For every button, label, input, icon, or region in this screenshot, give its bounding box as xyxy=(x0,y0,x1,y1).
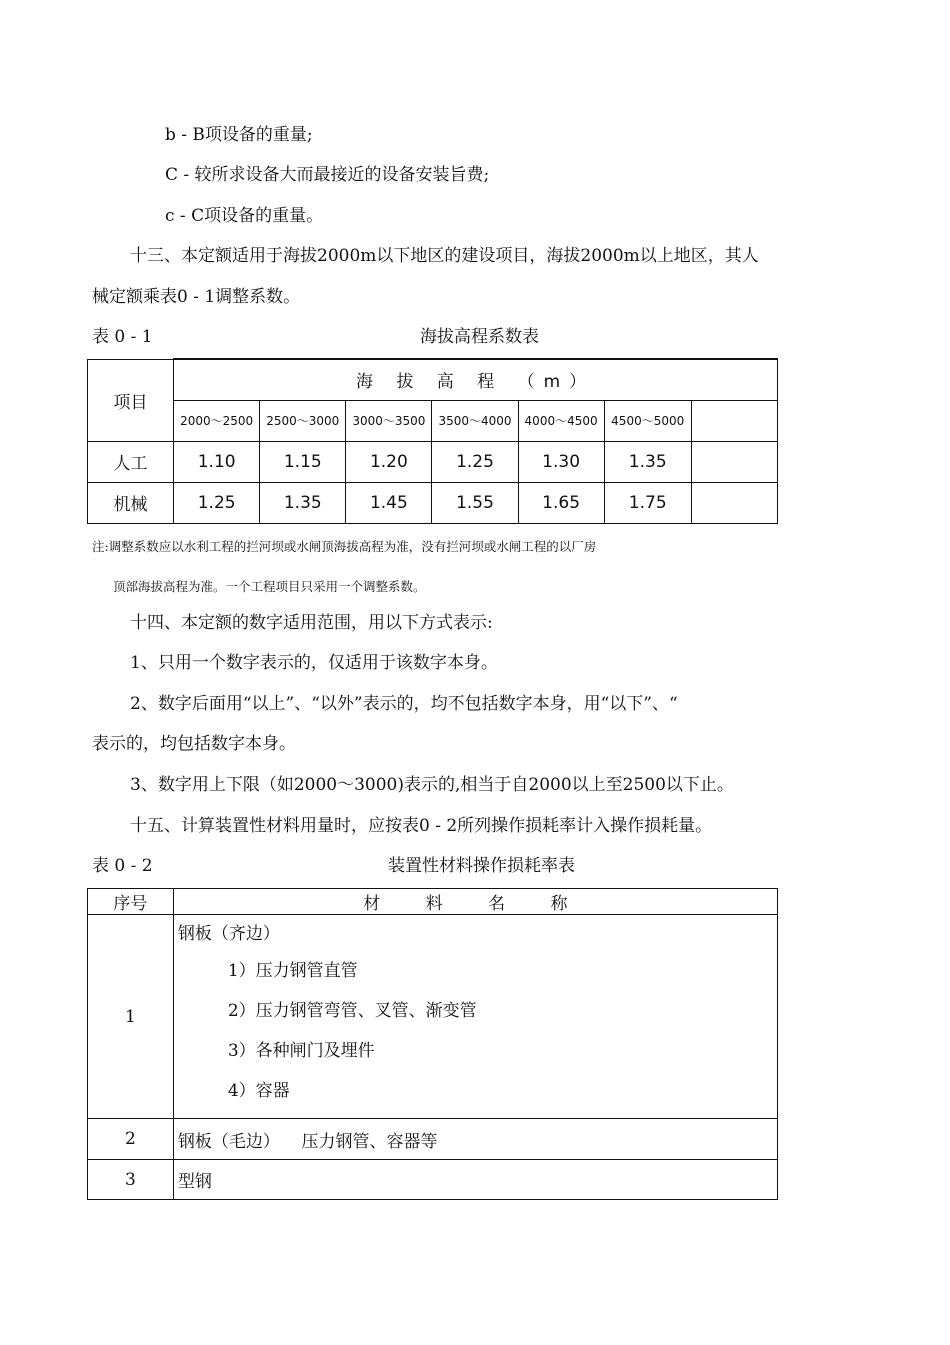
value-cell: 1.45 xyxy=(346,482,432,523)
material-cell xyxy=(173,915,777,1119)
paragraph-14-2: 2、数字后面用“以上”、“以外”表示的，均不包括数字本身，用“以下”、“ xyxy=(130,694,678,714)
table-row xyxy=(88,1160,778,1200)
material-subitem: 1）压力钢管直管 xyxy=(227,961,358,981)
altitude-coefficient-table xyxy=(87,358,778,524)
row-label-labor: 人工 xyxy=(88,441,174,482)
range-cell: 4500～5000 xyxy=(604,400,691,441)
material-subitem: 4）容器 xyxy=(227,1081,290,1101)
row-header-item: 项目 xyxy=(88,359,174,441)
value-cell: 1.20 xyxy=(346,441,432,482)
paragraph-b: b - B项设备的重量; xyxy=(165,125,313,145)
paragraph-14-2-cont: 表示的，均包括数字本身。 xyxy=(92,734,296,754)
col-header-number: 序号 xyxy=(88,889,174,915)
value-cell: 1.55 xyxy=(432,482,518,523)
material-title: 钢板（毛边） 压力钢管、容器等 xyxy=(173,1119,777,1160)
paragraph-14: 十四、本定额的数字适用范围，用以下方式表示: xyxy=(130,613,493,633)
col-header-material-name: 材 料 名 称 xyxy=(173,889,777,915)
row-number: 3 xyxy=(88,1160,174,1200)
table1-note-line2: 顶部海拔高程为准。一个工程项目只采用一个调整系数。 xyxy=(113,579,426,594)
material-loss-rate-table xyxy=(87,888,778,1200)
paragraph-15: 十五、计算装置性材料用量时，应按表0 - 2所列操作损耗率计入操作损耗量。 xyxy=(130,816,713,836)
value-cell-empty xyxy=(691,441,777,482)
value-cell: 1.25 xyxy=(432,441,518,482)
paragraph-14-3: 3、数字用上下限（如2000～3000)表示的,相当于自2000以上至2500以下止。 xyxy=(130,775,734,795)
table2-title: 装置性材料操作损耗率表 xyxy=(388,856,575,876)
altitude-group-header: 海 拔 高 程 （m） xyxy=(174,359,778,400)
paragraph-13-cont: 械定额乘表0 - 1调整系数。 xyxy=(92,287,301,307)
range-cell: 2000～2500 xyxy=(174,400,260,441)
table-row xyxy=(88,915,778,1119)
row-number: 2 xyxy=(88,1119,174,1160)
paragraph-C: C - 较所求设备大而最接近的设备安装旨费; xyxy=(165,165,490,185)
value-cell: 1.30 xyxy=(518,441,604,482)
table-row xyxy=(88,441,778,482)
paragraph-13: 十三、本定额适用于海拔2000m以下地区的建设项目，海拔2000m以上地区，其人 xyxy=(130,246,759,266)
value-cell: 1.35 xyxy=(260,482,346,523)
material-subitem: 3）各种闸门及埋件 xyxy=(227,1041,375,1061)
table2-label: 表 0 - 2 xyxy=(92,856,153,876)
value-cell: 1.75 xyxy=(604,482,691,523)
material-subitem: 2）压力钢管弯管、叉管、渐变管 xyxy=(227,1001,477,1021)
range-cell: 3000～3500 xyxy=(346,400,432,441)
value-cell: 1.25 xyxy=(174,482,260,523)
range-cell: 3500～4000 xyxy=(432,400,518,441)
value-cell: 1.10 xyxy=(174,441,260,482)
row-number: 1 xyxy=(88,915,174,1119)
range-cell-empty xyxy=(691,400,777,441)
table1-title: 海拔高程系数表 xyxy=(420,327,539,347)
material-title: 型钢 xyxy=(173,1160,777,1200)
material-title: 钢板（齐边） xyxy=(177,924,280,944)
range-cell: 4000～4500 xyxy=(518,400,604,441)
value-cell: 1.65 xyxy=(518,482,604,523)
value-cell: 1.35 xyxy=(604,441,691,482)
table-row xyxy=(88,482,778,523)
table1-note-line1: 注:调整系数应以水利工程的拦河坝或水闸顶海拔高程为准，没有拦河坝或水闸工程的以厂房 xyxy=(92,539,597,554)
paragraph-c: c - C项设备的重量。 xyxy=(165,206,324,226)
row-label-machinery: 机械 xyxy=(88,482,174,523)
range-cell: 2500～3000 xyxy=(260,400,346,441)
paragraph-14-1: 1、只用一个数字表示的，仅适用于该数字本身。 xyxy=(130,653,498,673)
table-row xyxy=(88,1119,778,1160)
table1-label: 表 0 - 1 xyxy=(92,327,153,347)
value-cell-empty xyxy=(691,482,777,523)
value-cell: 1.15 xyxy=(260,441,346,482)
